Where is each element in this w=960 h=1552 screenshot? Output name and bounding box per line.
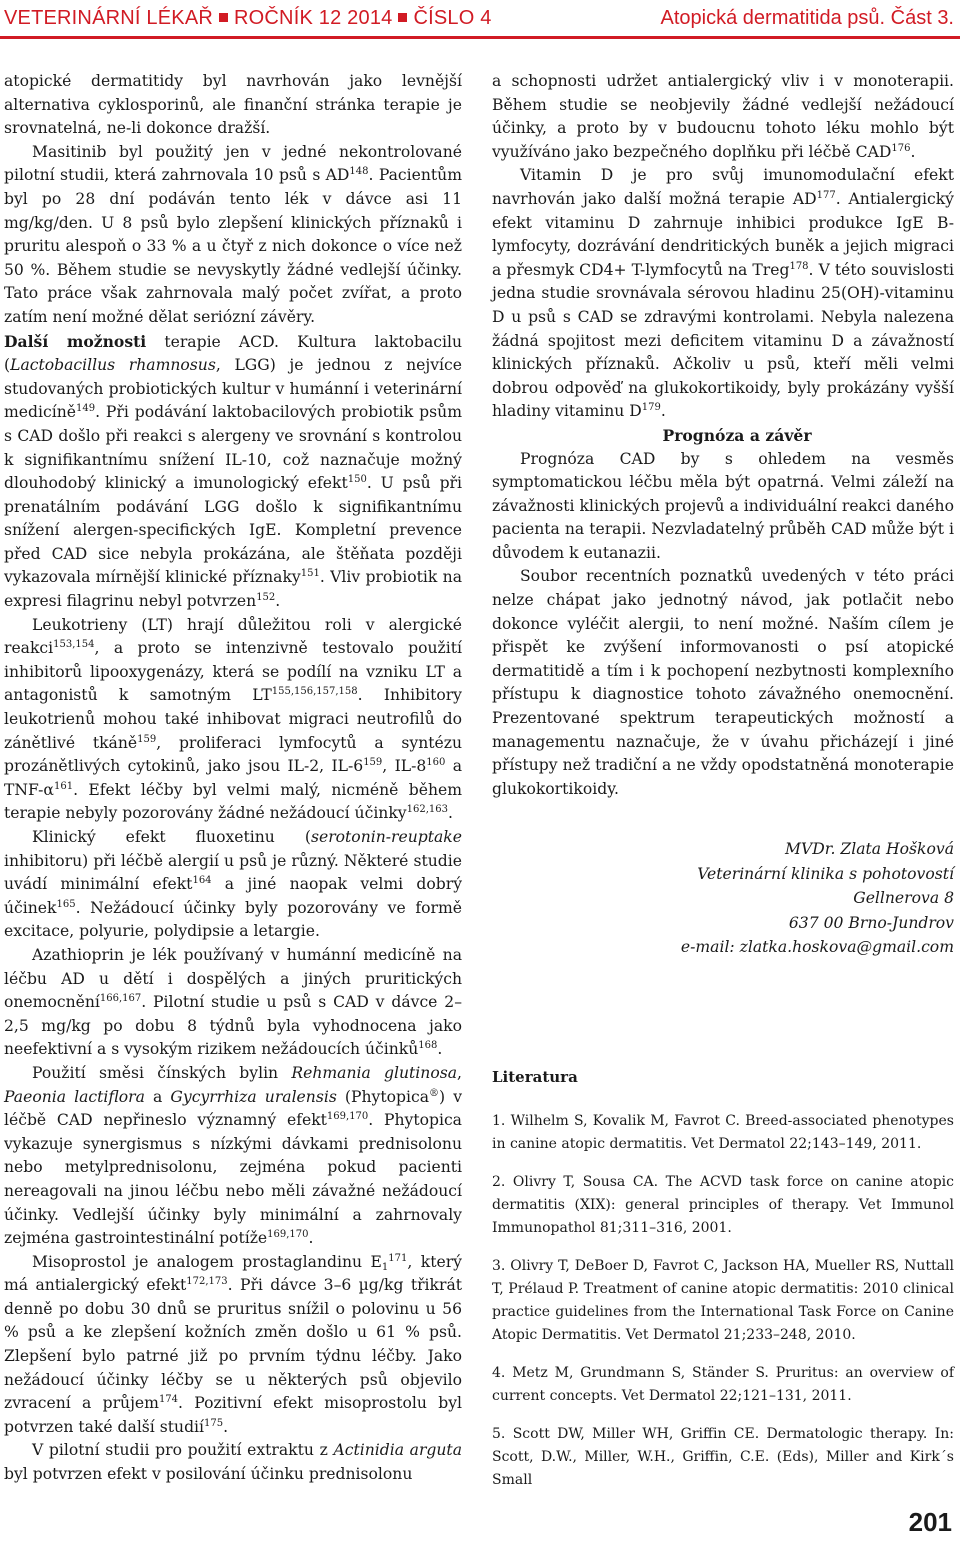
page-number: 201	[908, 1507, 952, 1537]
reference-item: 2. Olivry T, Sousa CA. The ACVD task force on canine atopic dermatitis (XIX): general principles of therapy. Vet Immunol Immunopathol 81;311–316, 2001.	[492, 1174, 954, 1236]
separator-square-icon	[398, 13, 407, 22]
running-header	[0, 0, 960, 39]
inline-heading: Další možnosti	[4, 331, 147, 351]
author-city: 637 00 Brno-Jundrov	[788, 913, 954, 932]
journal-info	[4, 2, 492, 34]
paragraph: V pilotní studii pro použití extraktu z Actinidia arguta byl potvrzen efekt v posilování účinku prednisolonu	[4, 1441, 462, 1484]
reference-item: 5. Scott DW, Miller WH, Griffin CE. Dermatologic therapy. In: Scott, D.W., Miller, W.H., Griffin, C.E. (Eds), Miller and Kirk´s Small	[492, 1426, 954, 1488]
paragraph: Misoprostol je analogem prostaglandinu $E_1^{171}$, který má antialergický efekt$^{172,173}$. Při dávce 3–6 µg/kg třikrát denně po dobu 30 dnů se pruritus snížil o polovinu u 56 % psů a ke zlepšení kožních změn došlo u 61 % psů. Zlepšení bylo patrné již po prvním týdnu léčby. Jako nežádoucí účinky léčby se u některých psů objevilo zvracení a průjem$^{174}$. Pozitivní efekt misoprostolu byl potvrzen také další studií$^{175}$.	[4, 1252, 463, 1436]
reference-item: 3. Olivry T, DeBoer D, Favrot C, Jackson HA, Mueller RS, Nuttall T, Prélaud P. Treatment of canine atopic dermatitis: 2010 clinical practice guidelines from the International Task Force on Canine Atopic Dermatitis. Vet Dermatol 21;233–248, 2010.	[492, 1258, 954, 1343]
paragraph: Klinický efekt fluoxetinu (serotonin-reuptake inhibitoru) při léčbě alergií u psů je různý. Některé studie uvádí minimální efekt$^{164}$ a jiné naopak velmi dobrý účinek$^{165}$. Nežádoucí účinky byly pozorovány ve formě excitace, polyurie, polydipsie a letargie.	[4, 828, 462, 941]
author-street: Gellnerova 8	[853, 889, 954, 908]
author-name: MVDr. Zlata Hošková	[785, 840, 954, 859]
section-heading: Prognóza a závěr	[662, 425, 812, 445]
author-clinic: Veterinární klinika s pohotovostí	[697, 864, 954, 883]
separator-square-icon	[219, 13, 228, 22]
journal-volume: ROČNÍK 12	[234, 7, 342, 29]
paragraph: Masitinib byl použitý jen v jedné nekontrolované pilotní studii, která zahrnovala 10 psů s AD$^{148}$. Pacientům byl po 28 dní podáván tento lék v dávce asi 11 mg/kg/den. U 8 psů bylo zlepšení klinických příznaků i pruritu alespoň o 33 % a u čtyř z nich dokonce o více než 50 %. Během studie se nevyskytly žádné vedlejší účinky. Tato práce však zahrnovala malý počet zvířat, a proto zatím není možné dělat seriózní závěry.	[4, 142, 462, 326]
paragraph: Použití směsi čínských bylin Rehmania glutinosa, Paeonia lactiflora a Gycyrrhiza uralensis (Phytopica®) v léčbě CAD nepřineslo významný efekt$^{169,170}$. Phytopica vykazuje synergismus s nízkými dávkami prednisolonu nebo metylprednisolonu, zejména pokud pacienti nereagovali na jinou léčbu nebo měli závažné nežádoucí účinky. Vedlejší účinky byly minimální a zahrnovaly zejména gastrointestinální potíže$^{169,170}$.	[4, 1063, 462, 1248]
literature-heading: Literatura	[492, 1068, 578, 1086]
paragraph: Prognóza CAD by s ohledem na vesměs symptomatickou léčbu měla být opatrná. Velmi záleží na závažnosti klinických projevů a individuální reakci daného pacienta na terapii. Nezvladatelný průběh CAD může být i důvodem k eutanazii.	[492, 449, 954, 562]
paragraph: Další možnosti terapie ACD. Kultura laktobacilu (Lactobacillus rhamnosus, LGG) je jednou z nejvíce studovaných probiotických kultur v humánní i veterinární medicíně$^{149}$. Při podávání laktobacilových probiotik psům s CAD došlo při reakci s alergeny ve srovnání s kontrolou k signifikantnímu snížení IL-10, což naznačuje možný dlouhodobý klinický a imunologický efekt$^{150}$. U psů při prenatálním podávání LGG došlo k signifikantnímu snížení alergen-specifických IgE. Kompletní prevence před CAD sice nebyla prokázána, ale štěňata později vykazovala mírnější klinické příznaky$^{151}$. Vliv probiotik na expresi filagrinu nebyl potvrzen$^{152}$.	[4, 331, 463, 611]
paragraph: Vitamin D je pro svůj imunomodulační efekt navrhován jako další možná terapie AD$^{177}$. Antialergický efekt vitaminu D zahrnuje inhibici produkce IgE B-lymfocyty, dozrávání dendritických buněk a jejich migraci a přesmyk CD4+ T-lymfocytů na Treg$^{178}$. V této souvislosti jedna studie srovnávala sérovou hladinu 25(OH)-vitaminu D u psů s CAD se zdravými kontrolami. Nebyla nalezena žádná spojitost mezi deficitem vitaminu D a závažností klinických příznaků. Ačkoliv u psů, kteří měli velmi dobrou odpověď na glukokortikoidy, byly prokázány vyšší hladiny vitaminu $D^{179}$.	[492, 166, 954, 421]
journal-issue: ČÍSLO 4	[413, 7, 492, 29]
paragraph: a schopnosti udržet antialergický vliv i v monoterapii. Během studie se neobjevily žádné vedlejší nežádoucí účinky, a proto by v budoucnu tohoto léku mohlo být využíváno jako bezpečného doplňku při léčbě CAD$^{176}$.	[492, 72, 954, 161]
paragraph: Azathioprin je lék používaný v humánní medicíně na léčbu AD u dětí i dospělých a jiných pruritických onemocnění$^{166,167}$. Pilotní studie u psů s CAD v dávce 2–2,5 mg/kg po dobu 8 týdnů byla vyhodnocena jako neefektivní a s vysokým rizikem nežádoucích účinků$^{168}$.	[4, 945, 462, 1059]
right-column	[492, 70, 954, 960]
journal-year: 2014	[347, 7, 393, 29]
author-signature	[492, 837, 954, 960]
journal-name: VETERINÁRNÍ LÉKAŘ	[4, 7, 214, 29]
reference-item: 1. Wilhelm S, Kovalik M, Favrot C. Breed-associated phenotypes in canine atopic dermatitis. Vet Dermatol 22;143–149, 2011.	[492, 1113, 954, 1152]
paragraph: atopické dermatitidy byl navrhován jako levnější alternativa cyklosporinů, ale finanční stránka terapie je srovnatelná, ne-li dokonce dražší.	[4, 72, 462, 138]
reference-item: 4. Metz M, Grundmann S, Ständer S. Pruritus: an overview of current concepts. Vet Dermatol 22;121–131, 2011.	[492, 1365, 954, 1404]
paragraph: Soubor recentních poznatků uvedených v této práci nelze chápat jako jednotný návod, jak potlačit nebo dokonce vyléčit alergii, to není možné. Naším cílem je přispět ke zvýšení informovanosti o psí atopické dermatitidě a tím i k pochopení nezbytnosti komplexního přístupu k diagnostice tohoto závažného onemocnění. Prezentované spektrum terapeutických možností a managementu naznačuje, že v úvahu přicházejí i jiné přístupy než tradiční a ne vždy opodstatněná monoterapie glukokortikoidy.	[492, 567, 954, 798]
section-title: Atopická dermatitida psů. Část 3.	[660, 7, 954, 29]
reference-list	[492, 1110, 954, 1507]
author-email: e-mail: zlatka.hoskova@gmail.com	[680, 938, 954, 957]
paragraph: Leukotrieny (LT) hrají důležitou roli v alergické reakci$^{153,154}$, a proto se intenzivně testovalo použití inhibitorů lipooxygenázy, která se podílí na vzniku LT a antagonistů k samotným LT$^{155,156,157,158}$. Inhibitory leukotrienů mohou také inhibovat migraci neutrofilů do zánětlivé tkáně$^{159}$, proliferaci lymfocytů a syntézu prozánětlivých cytokinů, jako jsou IL-2, $IL-6^{159}$, $IL-8^{160}$ a TNF-$\alpha^{161}$. Efekt léčby byl velmi malý, nicméně během terapie nebyly pozorovány žádné nežádoucí účinky$^{162,163}$.	[4, 615, 463, 823]
left-column	[4, 70, 462, 1487]
